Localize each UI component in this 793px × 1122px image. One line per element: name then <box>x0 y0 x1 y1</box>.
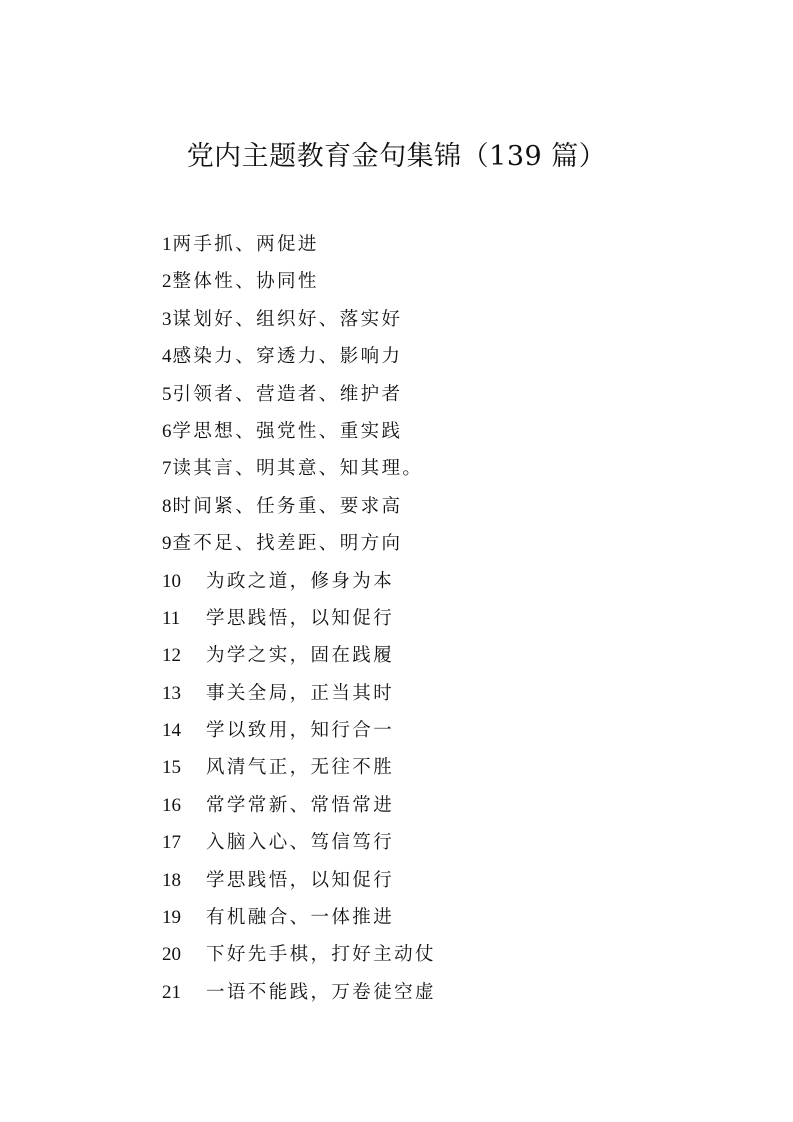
item-text: 时间紧、任务重、要求高 <box>172 495 403 517</box>
item-number: 10 <box>162 570 181 592</box>
list-item <box>162 600 436 637</box>
item-text: 为学之实，固在践履 <box>206 645 395 667</box>
item-number: 18 <box>162 869 181 891</box>
item-text: 入脑入心、笃信笃行 <box>206 832 395 854</box>
list-item <box>162 301 436 338</box>
item-number: 4 <box>162 346 172 368</box>
list-item <box>162 338 436 375</box>
item-text: 感染力、穿透力、影响力 <box>172 346 403 368</box>
list-item <box>162 787 436 824</box>
item-text: 两手抓、两促进 <box>172 234 319 255</box>
item-number: 13 <box>162 682 181 704</box>
item-text: 引领者、营造者、维护者 <box>172 383 403 405</box>
item-number: 21 <box>162 981 181 1003</box>
item-text: 学以致用，知行合一 <box>206 720 395 742</box>
item-text: 一语不能践，万卷徒空虚 <box>206 981 436 1003</box>
item-text: 为政之道，修身为本 <box>206 570 395 592</box>
item-number: 14 <box>162 720 181 742</box>
list-item <box>162 376 436 413</box>
list-item <box>162 824 436 861</box>
list-item <box>162 974 436 1011</box>
item-number: 12 <box>162 645 181 667</box>
item-number: 11 <box>162 607 181 629</box>
item-text: 查不足、找差距、明方向 <box>172 533 403 555</box>
item-text: 风清气正，无往不胜 <box>206 757 395 779</box>
item-number: 8 <box>162 495 172 517</box>
list-item <box>162 862 436 899</box>
list-item <box>162 413 436 450</box>
item-number: 7 <box>162 458 172 480</box>
item-number: 19 <box>162 907 181 929</box>
item-text: 谋划好、组织好、落实好 <box>172 308 403 330</box>
list-item <box>162 936 436 973</box>
list-item <box>162 675 436 712</box>
list-item <box>162 488 436 525</box>
item-number: 9 <box>162 533 172 555</box>
item-text: 学思践悟，以知促行 <box>206 869 395 891</box>
item-text: 下好先手棋，打好主动仗 <box>206 944 436 966</box>
item-number: 1 <box>162 234 172 255</box>
page-title: 党内主题教育金句集锦（139 篇） <box>186 141 607 172</box>
item-number: 16 <box>162 794 181 816</box>
list-item <box>162 263 436 300</box>
item-text: 读其言、明其意、知其理。 <box>172 458 424 480</box>
item-number: 2 <box>162 271 172 293</box>
item-number: 17 <box>162 832 181 854</box>
item-text: 整体性、协同性 <box>172 271 319 293</box>
list-item <box>162 712 436 749</box>
list-item <box>162 637 436 674</box>
quote-list <box>162 226 436 1011</box>
item-text: 事关全局，正当其时 <box>206 682 395 704</box>
list-item <box>162 899 436 936</box>
item-number: 20 <box>162 944 181 966</box>
list-item <box>162 525 436 562</box>
list-item <box>162 450 436 487</box>
item-text: 有机融合、一体推进 <box>206 907 395 929</box>
item-number: 6 <box>162 420 172 442</box>
item-text: 学思践悟，以知促行 <box>206 607 395 629</box>
item-number: 3 <box>162 308 172 330</box>
item-text: 常学常新、常悟常进 <box>206 794 395 816</box>
list-item <box>162 749 436 786</box>
list-item <box>162 226 436 263</box>
item-text: 学思想、强党性、重实践 <box>172 420 403 442</box>
item-number: 5 <box>162 383 172 405</box>
item-number: 15 <box>162 757 181 779</box>
list-item <box>162 563 436 600</box>
